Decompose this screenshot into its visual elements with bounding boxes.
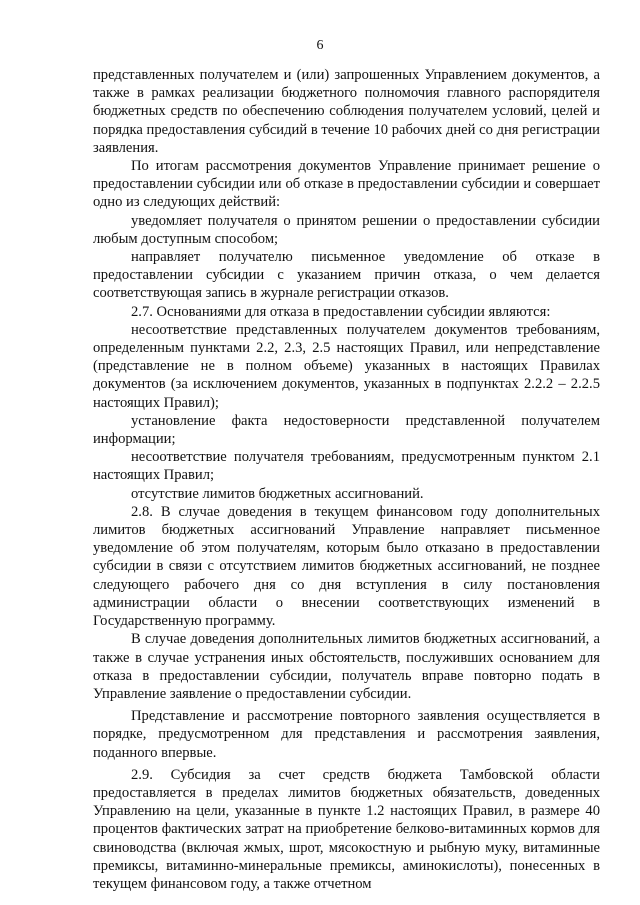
paragraph-2-7-heading: 2.7. Основаниями для отказа в предоставлении субсидии являются: xyxy=(131,303,551,320)
document-body xyxy=(93,66,600,893)
paragraph-2-9: 2.9. Субсидия за счет средств бюджета Тамбовской области предоставляется в пределах лимитов бюджетных обязательств, доведенных Управлению на цели, указанные в пункте 1.2 настоящих Правил, в размере 40 процентов фактических затрат на приобретение белково-витаминных кормов для свиноводства (включая жмых, шрот, мясокостную и рыбную муку, витаминные премиксы, витаминно-минеральные премиксы, аминокислоты), понесенных в текущем финансовом году, а также отчетном xyxy=(93,766,600,892)
paragraph-notify-approval: уведомляет получателя о принятом решении о предоставлении субсидии любым доступным способом; xyxy=(93,212,600,247)
paragraph-decision: По итогам рассмотрения документов Управление принимает решение о предоставлении субсидии или об отказе в предоставлении субсидии и совершает одно из следующих действий: xyxy=(93,158,600,211)
paragraph-continuation: представленных получателем и (или) запрошенных Управлением документов, а также в рамках реализации бюджетного полномочия главного распорядителя бюджетных средств по обеспечению соблюдения получателем условий, целей и порядка предоставления субсидий в течение 10 рабочих дней со дня регистрации заявления. xyxy=(93,67,600,156)
paragraph-2-8: 2.8. В случае доведения в текущем финансовом году дополнительных лимитов бюджетных ассигнований Управление направляет письменное уведомление об этом получателям, которым было отказано в предоставлении субсидии в связи с отсутствием лимитов бюджетных ассигнований, не позднее следующего рабочего дня со дня вступления в силу постановления администрации области о внесении соответствующих изменений в Государственную программу. xyxy=(93,503,600,630)
paragraph-refusal-ground-false-info: установление факта недостоверности представленной получателем информации; xyxy=(93,412,600,448)
paragraph-repeat-review: Представление и рассмотрение повторного заявления осуществляется в порядке, предусмотренном для представления и рассмотрения заявления, поданного впервые. xyxy=(93,708,600,761)
paragraph-notify-refusal: направляет получателю письменное уведомление об отказе в предоставлении субсидии с указанием причин отказа, о чем делается соответствующая запись в журнале регистрации отказов. xyxy=(93,249,600,302)
paragraph-repeat-application: В случае доведения дополнительных лимитов бюджетных ассигнований, а также в случае устранения иных обстоятельств, послуживших основанием для отказа в предоставлении субсидии, получатель вправе повторно подать в Управление заявление о предоставлении субсидии. xyxy=(93,631,600,702)
page-number: 6 xyxy=(316,38,324,53)
paragraph-refusal-ground-requirements: несоответствие получателя требованиям, предусмотренным пунктом 2.1 настоящих Правил; xyxy=(93,449,600,484)
paragraph-refusal-ground-limits: отсутствие лимитов бюджетных ассигнований. xyxy=(131,485,424,502)
paragraph-refusal-ground-documents: несоответствие представленных получателем документов требованиям, определенным пунктами 2.2, 2.3, 2.5 настоящих Правил, или непредставление (представление не в полном объеме) указанных в настоящих Правилах документов (за исключением документов, указанных в подпунктах 2.2.2 – 2.2.5 настоящих Правил); xyxy=(93,321,600,411)
